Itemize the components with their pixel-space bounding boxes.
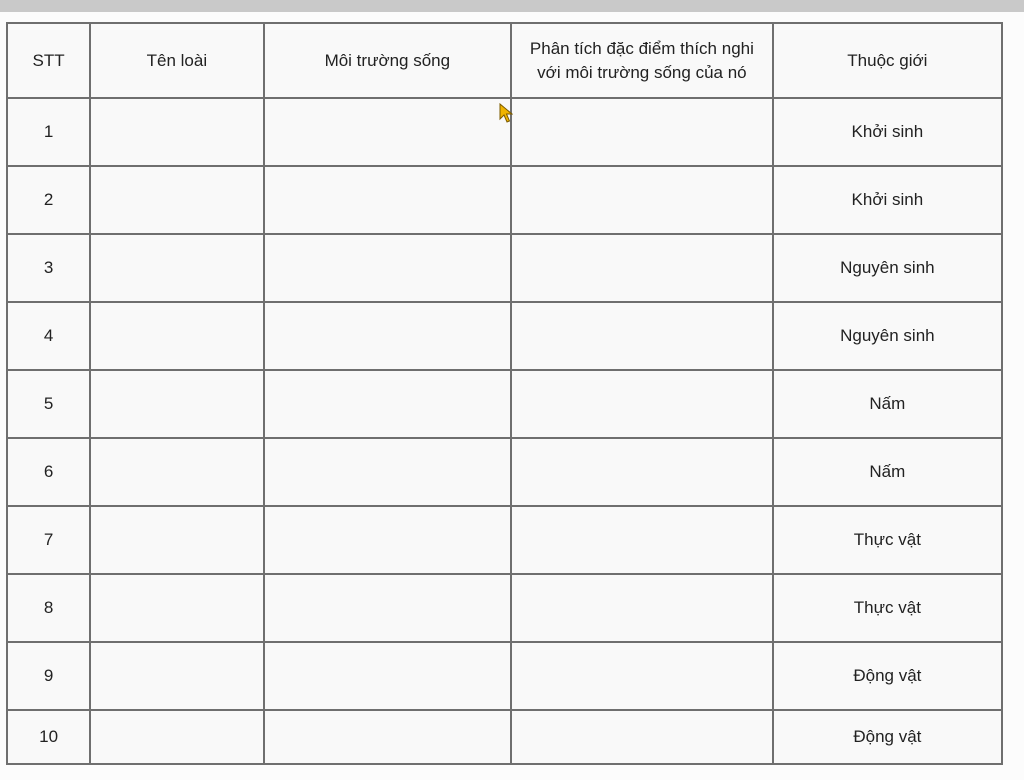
- cell-adaptation-analysis: [511, 98, 773, 166]
- cell-kingdom: Thực vật: [773, 506, 1002, 574]
- cell-species-name: [90, 710, 263, 764]
- cell-adaptation-analysis: [511, 438, 773, 506]
- table-header-row: [7, 23, 1002, 98]
- header-stt: STT: [7, 23, 90, 98]
- header-habitat: Môi trường sống: [264, 23, 511, 98]
- table-row: [7, 506, 1002, 574]
- header-species-name: Tên loài: [90, 23, 263, 98]
- cell-adaptation-analysis: [511, 642, 773, 710]
- cell-stt: 3: [7, 234, 90, 302]
- table-row: [7, 438, 1002, 506]
- header-adaptation-analysis: Phân tích đặc điểm thích nghi với môi trường sống của nó: [511, 23, 773, 98]
- cell-adaptation-analysis: [511, 574, 773, 642]
- species-table: [6, 22, 1003, 765]
- cell-adaptation-analysis: [511, 506, 773, 574]
- cell-kingdom: Động vật: [773, 710, 1002, 764]
- cell-stt: 4: [7, 302, 90, 370]
- cell-stt: 8: [7, 574, 90, 642]
- mouse-pointer-icon: [499, 103, 513, 123]
- cell-kingdom: Nấm: [773, 438, 1002, 506]
- cell-species-name: [90, 166, 263, 234]
- cell-kingdom: Thực vật: [773, 574, 1002, 642]
- cell-habitat: [264, 642, 511, 710]
- cell-kingdom: Khởi sinh: [773, 166, 1002, 234]
- cell-stt: 1: [7, 98, 90, 166]
- table-row: [7, 166, 1002, 234]
- cell-habitat: [264, 234, 511, 302]
- cell-species-name: [90, 574, 263, 642]
- cell-habitat: [264, 438, 511, 506]
- cell-kingdom: Nguyên sinh: [773, 234, 1002, 302]
- cell-stt: 2: [7, 166, 90, 234]
- cell-adaptation-analysis: [511, 370, 773, 438]
- cell-stt: 6: [7, 438, 90, 506]
- table-row: [7, 642, 1002, 710]
- cell-adaptation-analysis: [511, 234, 773, 302]
- table-row: [7, 234, 1002, 302]
- table-row: [7, 302, 1002, 370]
- cell-kingdom: Động vật: [773, 642, 1002, 710]
- cell-stt: 9: [7, 642, 90, 710]
- cell-stt: 5: [7, 370, 90, 438]
- cell-species-name: [90, 642, 263, 710]
- cell-species-name: [90, 302, 263, 370]
- cell-adaptation-analysis: [511, 710, 773, 764]
- cell-species-name: [90, 98, 263, 166]
- cell-habitat: [264, 98, 511, 166]
- cell-habitat: [264, 370, 511, 438]
- cell-habitat: [264, 166, 511, 234]
- cell-adaptation-analysis: [511, 166, 773, 234]
- cell-adaptation-analysis: [511, 302, 773, 370]
- cell-species-name: [90, 234, 263, 302]
- cell-habitat: [264, 574, 511, 642]
- table-row: [7, 370, 1002, 438]
- cell-kingdom: Nấm: [773, 370, 1002, 438]
- cell-stt: 10: [7, 710, 90, 764]
- cell-species-name: [90, 438, 263, 506]
- cell-kingdom: Khởi sinh: [773, 98, 1002, 166]
- cell-kingdom: Nguyên sinh: [773, 302, 1002, 370]
- cell-habitat: [264, 506, 511, 574]
- cell-habitat: [264, 710, 511, 764]
- cell-habitat: [264, 302, 511, 370]
- cell-species-name: [90, 506, 263, 574]
- cell-species-name: [90, 370, 263, 438]
- table-row: [7, 710, 1002, 764]
- header-kingdom: Thuộc giới: [773, 23, 1002, 98]
- cell-stt: 7: [7, 506, 90, 574]
- table-row: [7, 574, 1002, 642]
